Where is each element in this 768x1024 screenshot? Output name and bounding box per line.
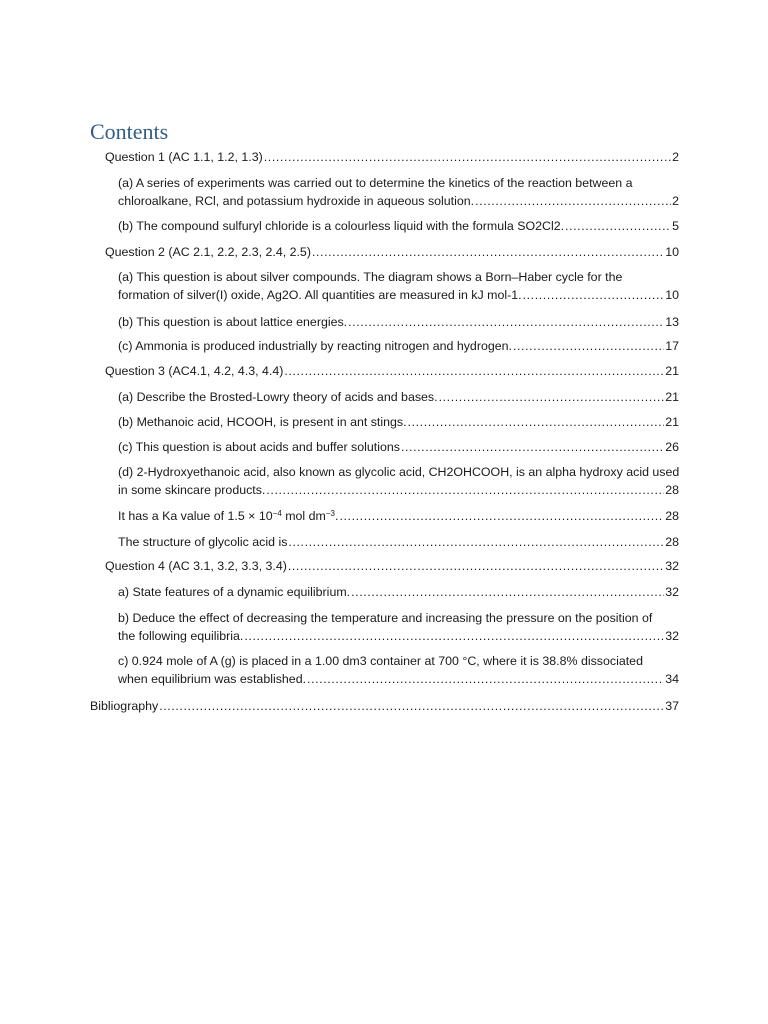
toc-entry-title: The structure of glycolic acid is <box>118 535 288 549</box>
ka-text-c: . <box>334 509 339 523</box>
dot-leader <box>312 243 664 261</box>
toc-entry-page: 34 <box>665 672 679 686</box>
toc-entry-page: 32 <box>665 585 679 599</box>
toc-entry-page: 28 <box>665 483 679 497</box>
dot-leader <box>266 481 664 499</box>
toc-entry-title: a) State features of a dynamic equilibrium. <box>118 585 351 599</box>
dot-leader <box>401 438 664 456</box>
dot-leader <box>351 583 664 601</box>
dot-leader <box>348 313 664 331</box>
toc-entry-question-4[interactable] <box>105 557 679 575</box>
toc-entry-title: (c) This question is about acids and buffer solutions <box>118 440 400 454</box>
toc-entry-title: (b) This question is about lattice energies. <box>118 315 348 329</box>
dot-leader <box>159 697 664 715</box>
toc-entry-page: 10 <box>665 245 679 259</box>
toc-entry-title <box>118 507 338 525</box>
dot-leader <box>439 388 665 406</box>
toc-entry-page: 10 <box>665 288 679 302</box>
toc-entry-glycolic-structure[interactable] <box>118 533 679 551</box>
toc-entry-title-line-2: when equilibrium was established. <box>118 672 307 686</box>
toc-entry-title: (b) The compound sulfuryl chloride is a colourless liquid with the formula SO2Cl2. <box>118 219 565 233</box>
toc-entry-title-line-2: formation of silver(I) oxide, Ag2O. All quantities are measured in kJ mol-1. <box>118 288 522 302</box>
ka-text-b: mol dm <box>281 509 326 523</box>
dot-leader <box>475 192 671 210</box>
toc-entry-question-2[interactable] <box>105 243 679 261</box>
toc-entry-question-4b[interactable] <box>118 609 679 645</box>
toc-entry-title: Question 1 (AC 1.1, 1.2, 1.3) <box>105 150 263 164</box>
dot-leader <box>523 286 665 304</box>
dot-leader <box>408 413 665 431</box>
dot-leader <box>244 627 664 645</box>
toc-entry-title-line-1: (a) This question is about silver compounds. The diagram shows a Born–Haber cycle for the <box>118 270 623 284</box>
toc-entry-title: (b) Methanoic acid, HCOOH, is present in ant stings. <box>118 415 407 429</box>
toc-entry-title-line-2: chloroalkane, RCl, and potassium hydroxide in aqueous solution. <box>118 194 475 208</box>
toc-entry-title: Question 4 (AC 3.1, 3.2, 3.3, 3.4) <box>105 559 287 573</box>
ka-exponent-b: −3 <box>325 509 335 518</box>
dot-leader <box>307 670 664 688</box>
toc-entry-title: Bibliography <box>90 699 159 713</box>
toc-entry-question-4a[interactable] <box>118 583 679 601</box>
toc-entry-question-1[interactable] <box>105 148 679 166</box>
toc-entry-page: 5 <box>672 219 679 233</box>
toc-entry-question-4c[interactable] <box>118 652 679 688</box>
toc-entry-page: 28 <box>665 509 679 523</box>
toc-entry-title: Question 3 (AC4.1, 4.2, 4.3, 4.4) <box>105 364 284 378</box>
toc-entry-title: (c) Ammonia is produced industrially by reacting nitrogen and hydrogen. <box>118 339 512 353</box>
toc-entry-question-1a[interactable] <box>118 174 679 210</box>
toc-entry-page: 28 <box>665 535 679 549</box>
toc-entry-page: 13 <box>665 315 679 329</box>
toc-entry-bibliography[interactable] <box>90 697 679 715</box>
toc-entry-question-3b[interactable] <box>118 413 679 431</box>
toc-entry-question-1b[interactable] <box>118 217 679 235</box>
toc-entry-page: 21 <box>665 390 679 404</box>
toc-entry-page: 17 <box>665 339 679 353</box>
toc-entry-question-3d[interactable] <box>118 463 679 499</box>
toc-entry-ka-value[interactable] <box>118 507 679 525</box>
toc-entry-title-line-1: (d) 2-Hydroxyethanoic acid, also known as glycolic acid, CH2OHCOOH, is an alpha hydroxy acid used <box>118 465 679 479</box>
dot-leader <box>288 533 664 551</box>
toc-entry-page: 26 <box>665 440 679 454</box>
toc-entry-title: (a) Describe the Brosted-Lowry theory of acids and bases. <box>118 390 438 404</box>
toc-entry-question-3a[interactable] <box>118 388 679 406</box>
dot-leader <box>565 217 671 235</box>
toc-entry-question-2a[interactable] <box>118 268 679 304</box>
toc-entry-title-line-1: (a) A series of experiments was carried out to determine the kinetics of the reaction between a <box>118 176 633 190</box>
dot-leader <box>513 337 664 355</box>
toc-entry-page: 32 <box>665 629 679 643</box>
dot-leader <box>284 362 664 380</box>
toc-entry-title-line-2: in some skincare products. <box>118 483 266 497</box>
toc-heading: Contents <box>90 119 169 144</box>
toc-entry-page: 37 <box>665 699 679 713</box>
toc-entry-page: 32 <box>665 559 679 573</box>
toc-entry-page: 2 <box>672 194 679 208</box>
dot-leader <box>339 507 664 525</box>
toc-entry-title-line-1: b) Deduce the effect of decreasing the temperature and increasing the pressure on the position of <box>118 611 653 625</box>
toc-entry-page: 2 <box>672 150 679 164</box>
ka-exponent-a: −4 <box>272 509 282 518</box>
toc-entry-title: Question 2 (AC 2.1, 2.2, 2.3, 2.4, 2.5) <box>105 245 311 259</box>
toc-entry-title-line-1: c) 0.924 mole of A (g) is placed in a 1.00 dm3 container at 700 °C, where it is 38.8% dissociated <box>118 654 643 668</box>
toc-entry-page: 21 <box>665 415 679 429</box>
toc-entry-question-2c[interactable] <box>118 337 679 355</box>
dot-leader <box>288 557 664 575</box>
toc-entry-page: 21 <box>665 364 679 378</box>
toc-entry-title-line-2: the following equilibria. <box>118 629 244 643</box>
toc-entry-question-3[interactable] <box>105 362 679 380</box>
toc-entry-question-3c[interactable] <box>118 438 679 456</box>
dot-leader <box>264 148 671 166</box>
ka-text-a: It has a Ka value of 1.5 × 10 <box>118 509 273 523</box>
toc-entry-question-2b[interactable] <box>118 313 679 331</box>
